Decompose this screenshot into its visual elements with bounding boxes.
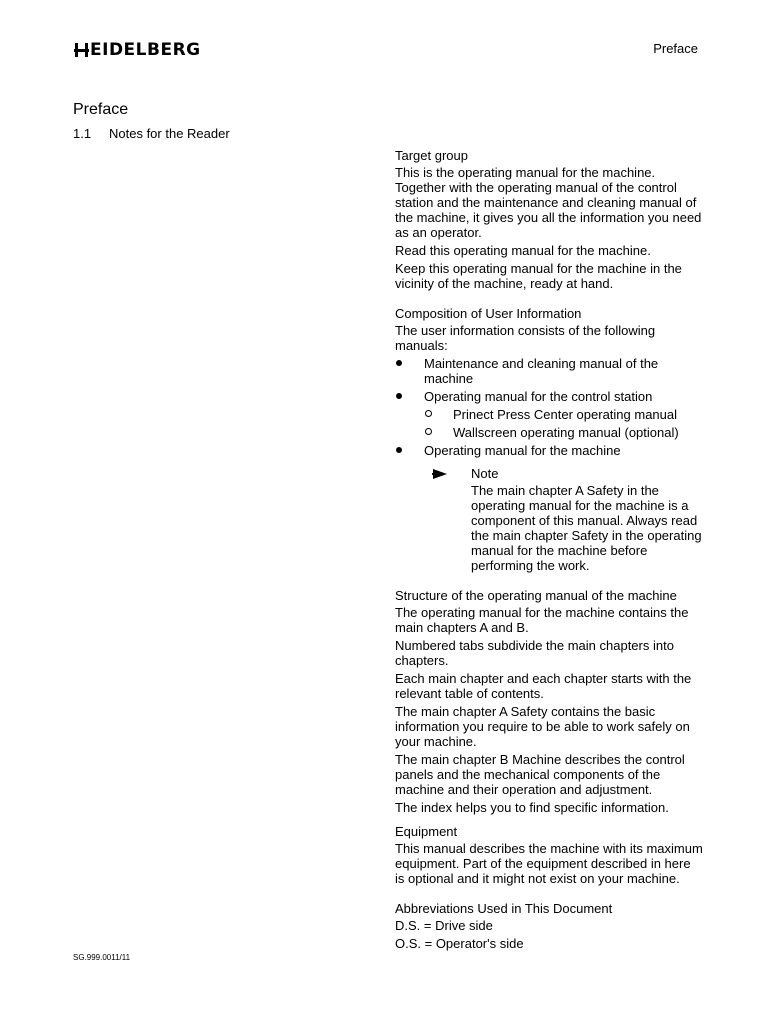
equipment-paragraph: This manual describes the machine with its maximum equipment. Part of the equipment described in here is optional and it might not exist on your machine.	[395, 841, 703, 886]
list-item-label: Operating manual for the control station	[424, 389, 653, 404]
target-group-paragraph-1: This is the operating manual for the machine. Together with the operating manual of the control station and the maintenance and cleaning manual of the machine, it gives you all the information you need as an operator.	[395, 165, 702, 240]
note-text: The main chapter A Safety in the operating manual for the machine is a component of this manual. Always read the main chapter Safety in the operating manual for the machine before performing the work.	[471, 483, 702, 573]
list-item: Operating manual for the machine	[395, 443, 703, 458]
section-title: Notes for the Reader	[109, 126, 230, 141]
structure-paragraph-2: Numbered tabs subdivide the main chapters into chapters.	[395, 638, 674, 668]
structure-paragraph-1: The operating manual for the machine contains the main chapters A and B.	[395, 605, 689, 635]
list-item: Maintenance and cleaning manual of the machine	[395, 356, 703, 386]
target-group-heading: Target group	[395, 148, 468, 163]
composition-heading: Composition of User Information	[395, 306, 582, 321]
note-heading: Note	[471, 466, 499, 481]
composition-intro: The user information consists of the following manuals:	[395, 323, 656, 353]
note-box	[395, 466, 703, 573]
sub-list-item: Prinect Press Center operating manual	[424, 407, 703, 422]
note-arrow-icon	[433, 469, 447, 479]
heidelberg-logo	[74, 39, 201, 61]
structure-heading: Structure of the operating manual of the machine	[395, 588, 677, 603]
header-section-label: Preface	[653, 41, 698, 56]
document-id: SG.999.0011/11	[73, 953, 131, 962]
structure-paragraph-5: The main chapter B Machine describes the control panels and the mechanical components of the machine and their operation and adjustment.	[395, 752, 685, 797]
structure-paragraph-3: Each main chapter and each chapter starts with the relevant table of contents.	[395, 671, 692, 701]
composition-list	[395, 356, 703, 458]
structure-paragraph-4: The main chapter A Safety contains the basic information you require to be able to work safely on your machine.	[395, 704, 690, 749]
equipment-heading: Equipment	[395, 824, 458, 839]
sub-list-item: Wallscreen operating manual (optional)	[424, 425, 703, 440]
target-group-paragraph-3: Keep this operating manual for the machine in the vicinity of the machine, ready at hand.	[395, 261, 682, 291]
section-heading	[73, 126, 230, 141]
page-title: Preface	[73, 101, 129, 118]
list-item	[395, 389, 703, 440]
abbreviation-item: D.S. = Drive side	[395, 918, 493, 933]
abbreviation-item: O.S. = Operator's side	[395, 936, 524, 951]
section-number: 1.1	[73, 126, 92, 141]
main-content	[395, 148, 703, 954]
logo-h-mark	[74, 43, 90, 57]
sub-list	[424, 407, 703, 440]
abbreviations-heading: Abbreviations Used in This Document	[395, 901, 613, 916]
structure-paragraph-6: The index helps you to find specific information.	[395, 800, 669, 815]
logo-text: EIDELBERG	[90, 40, 201, 60]
target-group-paragraph-2: Read this operating manual for the machine.	[395, 243, 651, 258]
